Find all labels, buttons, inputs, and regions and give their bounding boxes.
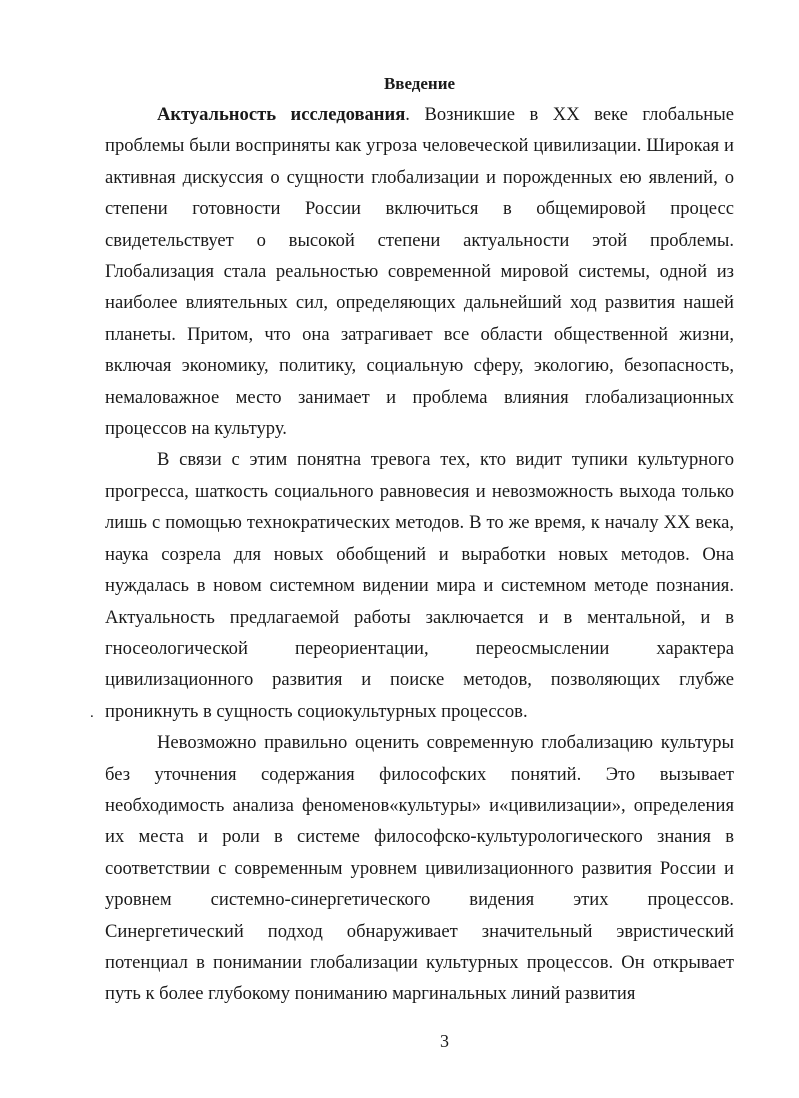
- paragraph-relevance: [105, 99, 734, 444]
- paragraph-text: . Возникшие в XX веке глобальные проблемы были восприняты как угроза человеческой цивилизации. Широкая и активная дискуссия о сущности глобализации и порожденных ею явлений, о степени готовности России включиться в общемировой процесс свидетельствует о высокой степени актуальности этой проблемы. Глобализация стала реальностью современной мировой системы, одной из наиболее влиятельных сил, определяющих дальнейший ход развития нашей планеты. Притом, что она затрагивает все области общественной жизни, включая экономику, политику, социальную сферу, экологию, безопасность, немаловажное место занимает и проблема влияния глобализационных процессов на культуру.: [105, 104, 734, 440]
- section-heading: Введение: [383, 74, 456, 93]
- paragraph-lead: Актуальность исследования: [157, 104, 406, 125]
- paragraph-globalization: [105, 727, 734, 1010]
- paragraph-text: Невозможно правильно оценить современную глобализацию культуры без уточнения содержания философских понятий. Это вызывает необходимость анализа феноменов«культуры» и«цивилизации», определения их места и роли в системе философско-культурологического знания в соответствии с современным уровнем цивилизационного развития России и уровнем системно-синергетического видения этих процессов. Синергетический подход обнаруживает значительный эвристический потенциал в понимании глобализации культурных процессов. Он открывает путь к более глубокому пониманию маргинальных линий развития: [105, 732, 734, 1005]
- paragraph-concern: [105, 444, 734, 727]
- paragraph-text: В связи с этим понятна тревога тех, кто видит тупики культурного прогресса, шаткость социального равновесия и невозможность выхода только лишь с помощью технократических методов. В то же время, к началу XX века, наука созрела для новых обобщений и выработки новых методов. Она нуждалась в новом системном видении мира и системном методе познания. Актуальность предлагаемой работы заключается и в ментальной, и в гносеологической переориентации, переосмыслении характера цивилизационного развития и поиске методов, позволяющих глубже проникнуть в сущность социокультурных процессов.: [105, 449, 734, 722]
- body-text: [105, 99, 734, 1010]
- margin-mark: .: [90, 705, 94, 721]
- page-number: 3: [440, 1031, 449, 1051]
